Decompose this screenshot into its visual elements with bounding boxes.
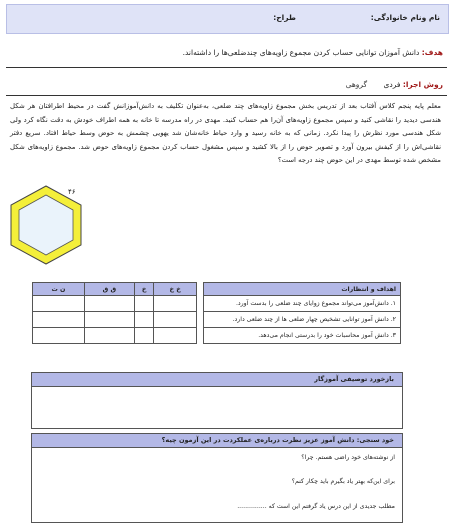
grade-header: خ خ (154, 283, 197, 296)
grade-cell[interactable] (135, 328, 154, 344)
hexagon-corner-label: ۴۶ (68, 188, 76, 196)
grade-cell[interactable] (33, 312, 85, 328)
criteria-row: ۳. دانش آموز محاسبات خود را بدرستی انجام می‌دهد. (204, 328, 401, 344)
hexagon-figure (6, 183, 86, 267)
grade-cell[interactable] (84, 328, 134, 344)
criteria-row: ۱. دانش‌آموز می‌تواند مجموع زوایای چند ضلعی را بدست آورد. (204, 296, 401, 312)
goal-label: هدف: (421, 48, 443, 57)
self-assessment-line: برای این‌که بهتر یاد بگیرم باید چکار کنم؟ (291, 478, 395, 485)
goal-text: دانش آموزان توانایی حساب کردن مجموع زاویه‌های چندضلعی‌ها را داشته‌اند. (182, 48, 420, 57)
self-assessment-line: مطلب جدیدی از این درس یاد گرفتم این است که ............... (237, 503, 395, 510)
grade-cell[interactable] (154, 312, 197, 328)
problem-description: معلم پایه پنجم کلاس آفتاب بعد از تدریس بخش مجموع زاویه‌های چند ضلعی، به‌عنوان تکلیف به دانش‌آموزانش گفت در محیط اطرافتان هر شکل هندسی دیدید را نقاشی کنید و سپس مجموع زاویه‌های آن‌را هم حساب کنید. مهدی در راه مدرسه تا خانه به همه اطراف خودش به دقت نگاه کرد ولی شکل هندسی مورد نظرش را پیدا نکرد. زمانی که به خانه رسید و وارد حیاط خانه‌شان شد یهویی چشمش به حوض وسط حیاط افتاد. سریع دفتر نقاشی‌اش را از کیفش بیرون آورد و تصویر حوض را از بالا کشید و سپس مشغول حساب کردن مجموع زاویه‌های حوض شد. مجموع زاویه‌های شکل مشخص شده توسط مهدی در این حوض چند درجه است؟ (10, 102, 441, 164)
method-individual: فردی (383, 80, 401, 89)
grade-cell[interactable] (84, 312, 134, 328)
method-group: گروهی (345, 80, 368, 89)
divider (6, 67, 447, 68)
self-assessment-title: خود سنجی: دانش آموز عزیز نظرت درباره‌ی عملکردت در این آزمون چیه؟ (32, 434, 402, 448)
divider (6, 95, 447, 96)
grade-cell[interactable] (33, 296, 85, 312)
criteria-row: ۲. دانش آموز توانایی تشخیص چهار ضلعی ها از چند ضلعی دارد. (204, 312, 401, 328)
teacher-feedback-box[interactable] (31, 372, 403, 429)
grade-header: ق ق (84, 283, 134, 296)
grade-header: ن ت (33, 283, 85, 296)
criteria-table (203, 282, 401, 344)
teacher-feedback-title: بازخورد توصیفی آموزگار (32, 373, 402, 387)
method-line (346, 80, 443, 89)
designer-label: طراح: (273, 13, 296, 22)
grade-cell[interactable] (154, 328, 197, 344)
grade-cell[interactable] (154, 296, 197, 312)
grade-table (32, 282, 197, 344)
grade-cell[interactable] (33, 328, 85, 344)
criteria-header: اهداف و انتظارات (204, 283, 401, 296)
name-label: نام ونام خانوادگی: (370, 13, 440, 22)
grade-cell[interactable] (84, 296, 134, 312)
grade-header: خ (135, 283, 154, 296)
header-bar (6, 4, 449, 34)
goal-line (183, 48, 443, 57)
grade-cell[interactable] (135, 312, 154, 328)
self-assessment-line: از نوشته‌های خود راضی هستم. چرا؟ (301, 454, 395, 461)
grade-cell[interactable] (135, 296, 154, 312)
method-label: روش اجرا: (402, 80, 443, 89)
